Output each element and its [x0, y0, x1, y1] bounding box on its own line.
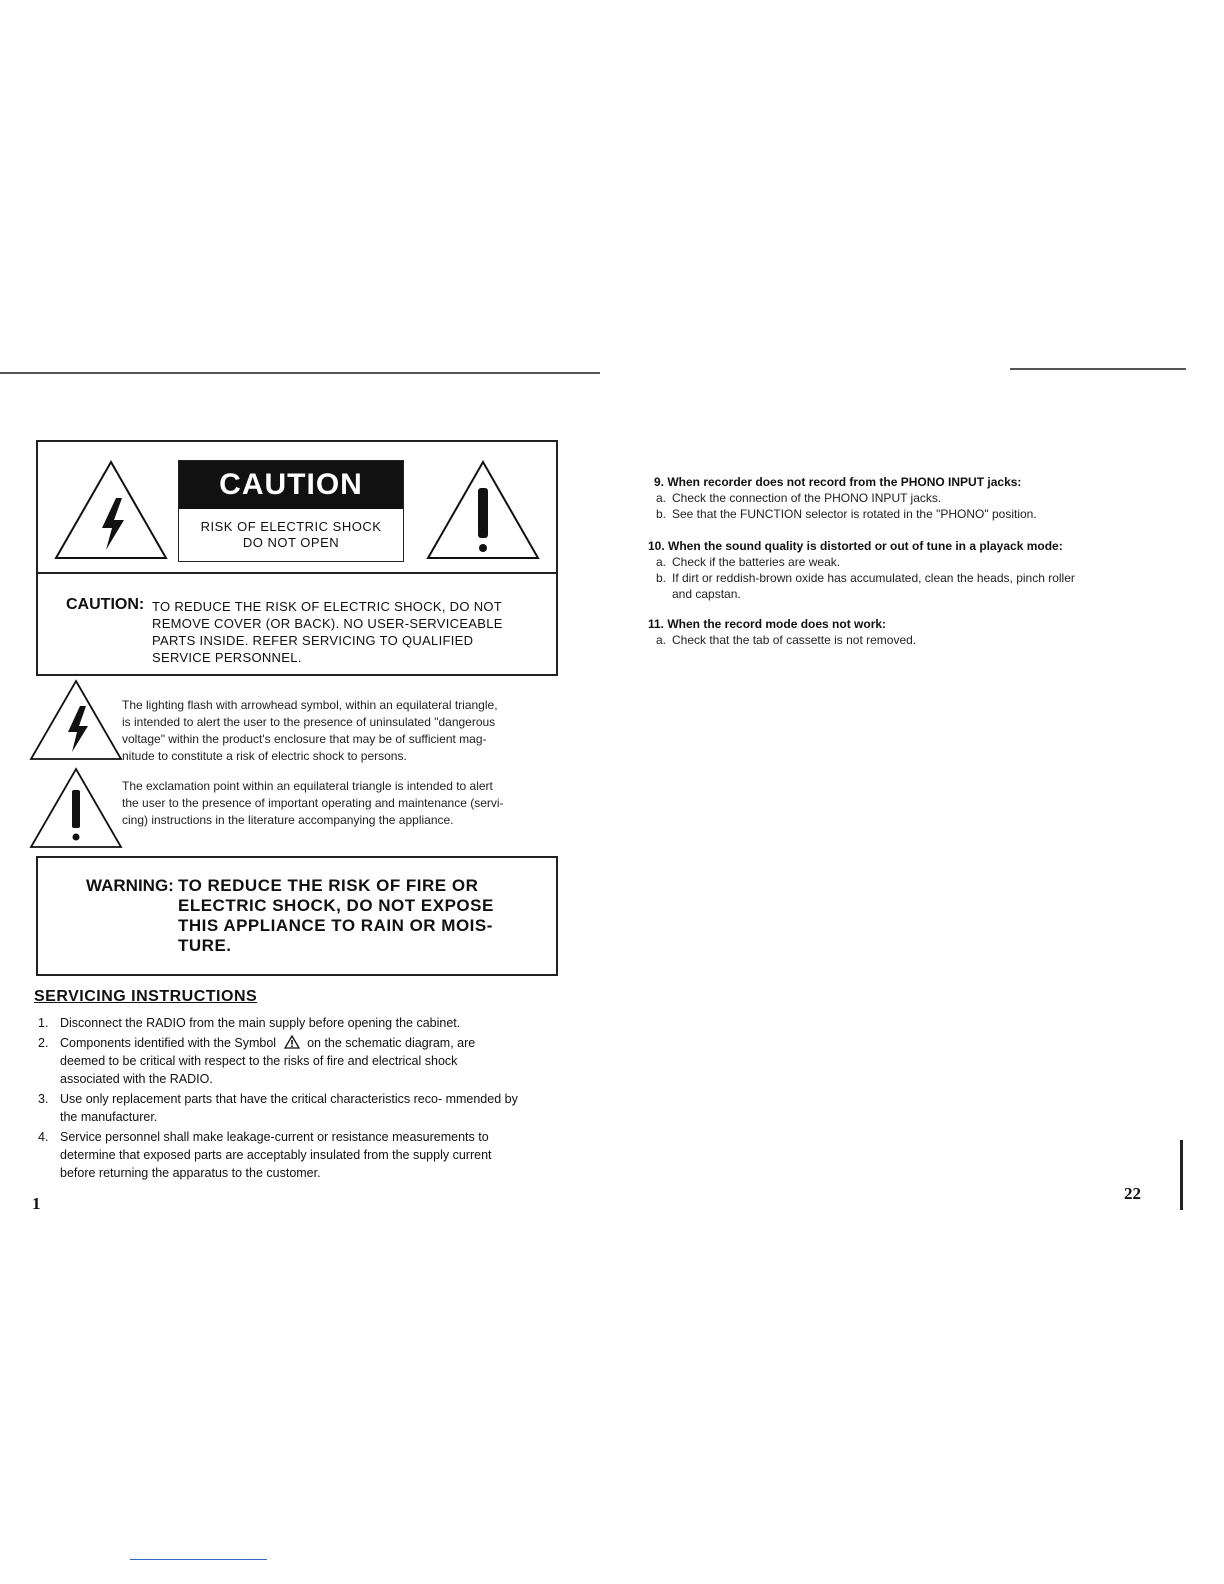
- servicing-item-number: 3.: [38, 1092, 49, 1106]
- trouble-item-text: Check if the batteries are weak.: [672, 555, 841, 569]
- trouble-item-letter: a.: [656, 555, 667, 569]
- servicing-item: [38, 1128, 518, 1182]
- trouble-heading-11: 11. When the record mode does not work:: [648, 617, 887, 631]
- right-edge-mark: [1180, 1140, 1183, 1210]
- trouble-item-text: Check that the tab of cassette is not removed.: [672, 633, 917, 647]
- lightning-symbol-text: [122, 697, 562, 765]
- trouble-item: [656, 586, 741, 602]
- trouble-item: [656, 554, 840, 570]
- trouble-item-text: See that the FUNCTION selector is rotated in the "PHONO" position.: [672, 507, 1037, 521]
- servicing-item-number: 2.: [38, 1036, 49, 1050]
- trouble-item: [656, 490, 941, 506]
- caution-divider: [38, 572, 556, 574]
- caution-risk-text: RISK OF ELECTRIC SHOCK: [200, 519, 382, 534]
- exclamation-triangle-icon: [424, 458, 542, 562]
- lightning-line-4: nitude to constitute a risk of electric shock to persons.: [122, 749, 407, 763]
- warning-label: WARNING:: [86, 876, 174, 895]
- servicing-item-number: 4.: [38, 1130, 49, 1144]
- servicing-item-text-before: Components identified with the Symbol: [60, 1036, 277, 1050]
- trouble-item-letter: b.: [656, 571, 667, 585]
- servicing-item-text: Disconnect the RADIO from the main supply before opening the cabinet.: [60, 1016, 461, 1030]
- caution-title: CAUTION: [179, 461, 403, 509]
- trouble-item-letter: a.: [656, 491, 667, 505]
- exclamation-line-1: The exclamation point within an equilateral triangle is intended to alert: [122, 779, 493, 793]
- trouble-item-text: Check the connection of the PHONO INPUT jacks.: [672, 491, 942, 505]
- caution-box: [36, 440, 558, 676]
- trouble-item-text: and capstan.: [672, 587, 741, 601]
- warning-box: [36, 856, 558, 976]
- servicing-item-text-after: on the schematic diagram, are deemed to be critical with respect to the risks of fire and electrical shock associated with the RADIO.: [60, 1036, 476, 1086]
- trouble-heading-9: 9. When recorder does not record from the PHONO INPUT jacks:: [654, 475, 1022, 489]
- servicing-list: [38, 1014, 518, 1184]
- warning-text: TO REDUCE THE RISK OF FIRE OR ELECTRIC SHOCK, DO NOT EXPOSE THIS APPLIANCE TO RAIN OR MOIS- TURE.: [178, 876, 494, 955]
- page-number-right: 22: [1124, 1184, 1141, 1203]
- page-number-left: 1: [32, 1194, 41, 1213]
- exclamation-line-3: cing) instructions in the literature accompanying the appliance.: [122, 813, 454, 827]
- exclamation-line-2: the user to the presence of important operating and maintenance (servi-: [122, 796, 504, 810]
- servicing-item: [38, 1014, 518, 1032]
- lightning-line-2: is intended to alert the user to the presence of uninsulated "dangerous: [122, 715, 496, 729]
- caution-panel: [178, 460, 404, 562]
- caution-label: CAUTION:: [66, 596, 145, 613]
- caution-no-open-text: DO NOT OPEN: [242, 535, 340, 550]
- servicing-item-text: Service personnel shall make leakage-current or resistance measurements to determine that exposed parts are acceptably insulated from the supply current before returning the apparatus to the customer.: [60, 1130, 492, 1180]
- caution-text: TO REDUCE THE RISK OF ELECTRIC SHOCK, DO NOT REMOVE COVER (OR BACK). NO USER-SERVICEABLE PARTS INSIDE. REFER SERVICING TO QUALIFIED SERVICE PERSONNEL.: [152, 599, 503, 665]
- lightning-line-1: The lighting flash with arrowhead symbol, within an equilateral triangle,: [122, 698, 498, 712]
- exclamation-symbol-icon: [28, 766, 124, 850]
- trouble-item-letter: a.: [656, 633, 667, 647]
- top-rule-right: [1010, 368, 1186, 370]
- lightning-line-3: voltage" within the product's enclosure that may be of sufficient mag-: [122, 732, 487, 746]
- servicing-item-text: Use only replacement parts that have the critical characteristics reco- mmended by the manufacturer.: [60, 1092, 518, 1124]
- trouble-item-text: If dirt or reddish-brown oxide has accumulated, clean the heads, pinch roller: [672, 571, 1075, 585]
- exclamation-symbol-text: [122, 778, 562, 829]
- servicing-item-number: 1.: [38, 1016, 49, 1030]
- trouble-item: [656, 570, 1075, 586]
- trouble-item: [656, 506, 1037, 522]
- lightning-symbol-icon: [28, 678, 124, 762]
- warning-triangle-icon: [284, 1035, 300, 1049]
- lightning-triangle-icon: [52, 458, 170, 562]
- top-rule-left: [0, 372, 600, 374]
- trouble-heading-10: 10. When the sound quality is distorted or out of tune in a playack mode:: [648, 539, 1063, 553]
- trouble-item-letter: b.: [656, 507, 667, 521]
- servicing-item: [38, 1034, 518, 1088]
- bottom-link-line: [130, 1559, 267, 1560]
- trouble-item: [656, 632, 916, 648]
- servicing-item: [38, 1090, 518, 1126]
- servicing-title: SERVICING INSTRUCTIONS: [34, 988, 258, 1005]
